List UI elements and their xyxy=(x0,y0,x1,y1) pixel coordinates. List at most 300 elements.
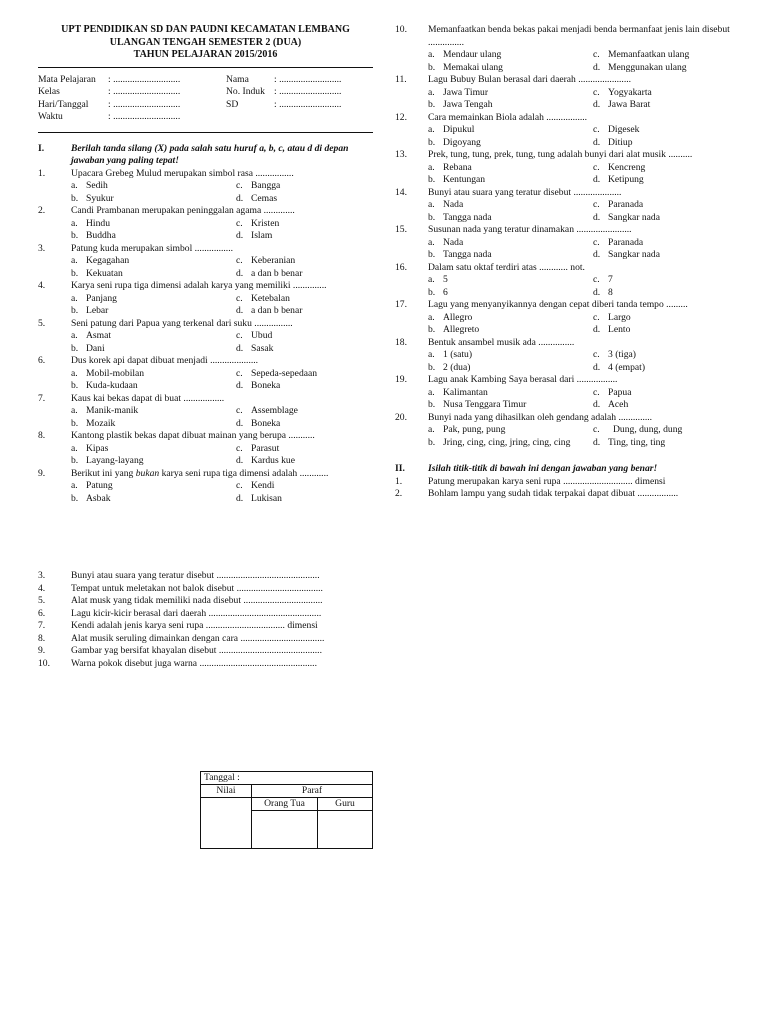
option-letter: b. xyxy=(428,249,436,260)
question-text: Memanfaatkan benda bekas pakai menjadi benda bermanfaat jenis lain disebut ............... xyxy=(428,24,730,48)
option-text: Manik-manik xyxy=(86,405,139,416)
option-c[interactable] xyxy=(236,218,373,231)
fill-question xyxy=(38,645,373,658)
option-letter: b. xyxy=(428,324,436,335)
fill-number: 2. xyxy=(395,488,403,499)
option-letter: c. xyxy=(236,330,243,341)
option-a[interactable] xyxy=(71,368,236,381)
option-text: Digesek xyxy=(608,124,640,135)
option-letter: a. xyxy=(428,311,435,323)
option-text: Kentungan xyxy=(443,174,486,185)
question-item xyxy=(395,337,733,375)
question-number: 20. xyxy=(395,411,407,423)
option-a[interactable] xyxy=(71,218,236,231)
fill-number: 5. xyxy=(38,595,46,606)
option-text: Ubud xyxy=(251,330,273,341)
option-c[interactable] xyxy=(236,368,373,381)
option-text: Tangga nada xyxy=(443,249,492,260)
option-a[interactable] xyxy=(428,49,593,62)
question-row xyxy=(395,24,733,49)
question-text: Dalam satu oktaf terdiri atas ............ not. xyxy=(428,261,585,273)
hari-field[interactable]: : ............................ xyxy=(108,98,181,110)
fill-question xyxy=(38,658,373,671)
option-c[interactable] xyxy=(593,349,733,362)
question-row xyxy=(395,374,733,387)
question-row xyxy=(395,412,733,425)
fill-text[interactable]: Lagu kicir-kicir berasal dari daerah ............................................... xyxy=(71,607,322,619)
option-letter: c. xyxy=(593,199,600,210)
option-a[interactable] xyxy=(428,124,593,137)
option-d[interactable] xyxy=(593,249,733,262)
option-letter: b. xyxy=(428,399,436,410)
option-b[interactable] xyxy=(71,343,236,356)
option-letter: a. xyxy=(428,274,435,285)
option-c[interactable] xyxy=(236,293,373,306)
option-text: Kegagahan xyxy=(86,255,130,266)
header-line-3: TAHUN PELAJARAN 2015/2016 xyxy=(133,49,278,60)
question-item xyxy=(38,205,373,243)
option-text: Dani xyxy=(86,342,105,354)
option-letter: a. xyxy=(428,161,435,173)
sd-label: SD xyxy=(226,98,239,110)
option-b[interactable] xyxy=(71,305,236,318)
option-d[interactable] xyxy=(593,362,733,375)
question-item xyxy=(38,468,373,506)
option-text: Lukisan xyxy=(251,492,282,504)
option-letter: b. xyxy=(428,61,436,73)
option-d[interactable] xyxy=(593,437,733,450)
ident-divider xyxy=(38,132,373,133)
option-b[interactable] xyxy=(428,362,593,375)
option-a[interactable] xyxy=(428,199,593,212)
option-letter: d. xyxy=(593,211,601,223)
option-letter: b. xyxy=(428,174,436,185)
question-item xyxy=(395,24,733,74)
option-b[interactable] xyxy=(71,493,236,506)
option-text: Sangkar nada xyxy=(608,249,660,260)
option-text: Keberanian xyxy=(251,255,296,266)
option-a[interactable] xyxy=(71,330,236,343)
option-letter: d. xyxy=(236,417,244,429)
option-letter: c. xyxy=(593,424,600,435)
nilai-header: Nilai xyxy=(201,785,252,797)
fill-text[interactable]: Tempat untuk meletakan not balok disebut .................................... xyxy=(71,582,323,594)
option-c[interactable] xyxy=(593,312,733,325)
option-letter: d. xyxy=(236,455,244,466)
option-b[interactable] xyxy=(428,437,593,450)
induk-field[interactable]: : .......................... xyxy=(274,86,342,97)
option-letter: b. xyxy=(428,211,436,223)
answer-options xyxy=(38,180,373,205)
question-row xyxy=(38,393,373,406)
answer-options xyxy=(395,312,733,337)
option-text: Nada xyxy=(443,199,464,210)
option-text: Rebana xyxy=(443,161,472,173)
option-c[interactable] xyxy=(236,405,373,418)
option-text: Jring, cing, cing, jring, cing, cing xyxy=(443,436,571,448)
question-number: 5. xyxy=(38,317,46,329)
orang-tua-column[interactable] xyxy=(252,798,318,848)
waktu-label: Waktu xyxy=(38,111,63,122)
question-text: Lagu Bubuy Bulan berasal dari daerah ...................... xyxy=(428,74,632,85)
option-d[interactable] xyxy=(236,418,373,431)
option-b[interactable] xyxy=(428,174,593,187)
option-text: Islam xyxy=(251,230,273,241)
option-d[interactable] xyxy=(593,99,733,112)
question-row xyxy=(38,243,373,256)
question-text: Lagu yang menyanyikannya dengan cepat diberi tanda tempo ......... xyxy=(428,299,688,310)
option-a[interactable] xyxy=(71,255,236,268)
answer-options xyxy=(395,274,733,299)
option-letter: b. xyxy=(71,342,79,354)
option-d[interactable] xyxy=(593,212,733,225)
question-text: Bentuk ansambel musik ada ............... xyxy=(428,336,575,348)
option-letter: a. xyxy=(428,236,435,248)
option-a[interactable] xyxy=(428,312,593,325)
answer-options xyxy=(395,387,733,412)
option-text: Memanfaatkan ulang xyxy=(608,49,690,60)
option-d[interactable] xyxy=(236,230,373,243)
option-letter: b. xyxy=(71,267,79,279)
option-a[interactable] xyxy=(428,237,593,250)
fill-text[interactable]: Patung merupakan karya seni rupa ............................. dimensi xyxy=(428,475,666,487)
question-item xyxy=(38,168,373,206)
section-2-instruction: Isilah titik-titik di bawah ini dengan jawaban yang benar! xyxy=(428,463,658,474)
option-a[interactable] xyxy=(71,405,236,418)
fill-text[interactable]: Alat musk yang tidak memiliki nada disebut ................................. xyxy=(71,595,323,606)
question-row xyxy=(38,355,373,368)
fill-text[interactable]: Warna pokok disebut juga warna ................................................. xyxy=(71,657,317,669)
questions-left xyxy=(38,168,373,506)
question-row xyxy=(38,205,373,218)
fill-text[interactable]: Gambar yag bersifat khayalan disebut ........................................... xyxy=(71,645,322,656)
option-c[interactable] xyxy=(236,480,373,493)
option-text: Kipas xyxy=(86,442,109,454)
answer-options xyxy=(38,480,373,505)
option-a[interactable] xyxy=(428,87,593,100)
answer-options xyxy=(395,237,733,262)
option-text: Largo xyxy=(608,311,631,323)
question-number: 16. xyxy=(395,261,407,273)
option-a[interactable] xyxy=(71,293,236,306)
option-letter: b. xyxy=(428,99,436,110)
option-c[interactable] xyxy=(593,49,733,62)
option-d[interactable] xyxy=(593,399,733,412)
question-item xyxy=(38,280,373,318)
option-c[interactable] xyxy=(236,330,373,343)
answer-options xyxy=(395,49,733,74)
fill-text[interactable]: Kendi adalah jenis karya seni rupa ................................. dimensi xyxy=(71,620,318,631)
option-d[interactable] xyxy=(236,193,373,206)
option-text: Buddha xyxy=(86,230,116,241)
option-b[interactable] xyxy=(71,268,236,281)
question-text: Upacara Grebeg Mulud merupakan simbol rasa ................ xyxy=(71,167,294,179)
fill-questions-right xyxy=(395,476,733,501)
fill-number: 1. xyxy=(395,475,403,487)
option-text: Aceh xyxy=(608,399,629,410)
question-row xyxy=(395,337,733,350)
nama-field[interactable]: : .......................... xyxy=(274,73,342,85)
option-d[interactable] xyxy=(236,455,373,468)
answer-options xyxy=(395,87,733,112)
option-c[interactable] xyxy=(593,162,733,175)
option-a[interactable] xyxy=(428,274,593,287)
option-letter: b. xyxy=(71,380,79,391)
option-text: Dipukul xyxy=(443,124,475,135)
fill-question xyxy=(38,620,373,633)
question-text: Cara memainkan Biola adalah ................. xyxy=(428,111,588,123)
question-number: 4. xyxy=(38,280,46,291)
fill-number: 10. xyxy=(38,657,50,669)
option-text: Mozaik xyxy=(86,417,116,429)
guru-column[interactable] xyxy=(318,798,372,848)
option-a[interactable] xyxy=(428,387,593,400)
question-number: 13. xyxy=(395,149,407,160)
option-letter: a. xyxy=(71,255,78,266)
option-text: Sedih xyxy=(86,180,108,191)
option-b[interactable] xyxy=(428,62,593,75)
option-d[interactable] xyxy=(236,268,373,281)
question-text: Kaus kai bekas dapat di buat ................. xyxy=(71,392,225,404)
kelas-field[interactable]: : ............................ xyxy=(108,86,181,97)
option-c[interactable] xyxy=(593,199,733,212)
option-letter: d. xyxy=(236,342,244,354)
answer-options xyxy=(38,330,373,355)
question-row xyxy=(38,168,373,181)
fill-text[interactable]: Alat musik seruling dimainkan dengan cara ................................... xyxy=(71,632,325,644)
question-row xyxy=(38,468,373,481)
option-letter: b. xyxy=(428,286,436,298)
fill-question xyxy=(395,476,733,489)
option-c[interactable] xyxy=(593,87,733,100)
question-number: 8. xyxy=(38,430,46,441)
option-text: Kendi xyxy=(251,480,275,491)
mapel-field[interactable]: : ............................ xyxy=(108,73,181,85)
option-c[interactable] xyxy=(593,274,733,287)
option-letter: b. xyxy=(428,436,436,448)
option-d[interactable] xyxy=(593,324,733,337)
option-text: Asbak xyxy=(86,492,111,504)
option-d[interactable] xyxy=(593,287,733,300)
option-b[interactable] xyxy=(428,212,593,225)
option-d[interactable] xyxy=(593,174,733,187)
question-text-pre: Berikut ini yang xyxy=(71,467,136,479)
option-text: Nusa Tenggara Timur xyxy=(443,399,527,410)
option-a[interactable] xyxy=(428,349,593,362)
option-letter: c. xyxy=(236,442,243,454)
option-c[interactable] xyxy=(593,387,733,400)
option-b[interactable] xyxy=(71,193,236,206)
option-text: Nada xyxy=(443,236,464,248)
option-text: Kalimantan xyxy=(443,386,488,398)
orang-tua-header: Orang Tua xyxy=(252,798,317,811)
option-text: Cemas xyxy=(251,192,278,204)
option-d[interactable] xyxy=(593,62,733,75)
fill-text[interactable]: Bunyi atau suara yang teratur disebut ........................................... xyxy=(71,570,320,581)
question-row xyxy=(395,187,733,200)
option-text: Boneka xyxy=(251,417,281,429)
option-d[interactable] xyxy=(236,493,373,506)
questions-right xyxy=(395,24,733,449)
question-text xyxy=(71,468,373,481)
section-1-heading xyxy=(38,143,373,168)
left-column xyxy=(38,24,373,505)
option-letter: d. xyxy=(593,61,601,73)
option-text: Boneka xyxy=(251,380,281,391)
question-item xyxy=(395,149,733,187)
option-letter: a. xyxy=(428,424,435,435)
tanggal-cell[interactable]: Tanggal : xyxy=(201,772,372,785)
option-letter: c. xyxy=(593,274,600,285)
option-text: Panjang xyxy=(86,292,117,304)
option-text: 8 xyxy=(608,286,613,298)
guru-header: Guru xyxy=(318,798,372,811)
fill-question xyxy=(38,595,373,608)
option-letter: c. xyxy=(593,86,600,98)
header-line-2: ULANGAN TENGAH SEMESTER 2 (DUA) xyxy=(109,36,302,48)
option-text: Kencreng xyxy=(608,161,646,173)
option-letter: c. xyxy=(593,49,600,60)
option-a[interactable] xyxy=(71,480,236,493)
fill-number: 9. xyxy=(38,645,46,656)
option-text: Ketebalan xyxy=(251,292,290,304)
option-letter: c. xyxy=(593,349,600,360)
option-d[interactable] xyxy=(236,305,373,318)
option-text: Ting, ting, ting xyxy=(608,436,666,448)
option-text: 2 (dua) xyxy=(443,361,471,373)
option-letter: c. xyxy=(236,180,243,191)
option-c[interactable] xyxy=(236,180,373,193)
waktu-field[interactable]: : ............................ xyxy=(108,111,181,122)
option-b[interactable] xyxy=(71,418,236,431)
option-c[interactable] xyxy=(593,124,733,137)
option-letter: a. xyxy=(71,480,78,491)
option-text: Mobil-mobilan xyxy=(86,367,145,379)
option-letter: a. xyxy=(428,49,435,60)
sd-field[interactable]: : .......................... xyxy=(274,98,342,110)
question-number: 17. xyxy=(395,299,407,310)
option-c[interactable] xyxy=(593,424,733,437)
question-text: Kantong plastik bekas dapat dibuat mainan yang berupa ........... xyxy=(71,430,315,441)
answer-options xyxy=(38,255,373,280)
question-number: 12. xyxy=(395,111,407,123)
option-text: Mendaur ulang xyxy=(443,49,502,60)
option-a[interactable] xyxy=(71,443,236,456)
option-letter: d. xyxy=(593,361,601,373)
option-text: Digoyang xyxy=(443,136,481,148)
option-text: Papua xyxy=(608,386,632,398)
option-b[interactable] xyxy=(428,99,593,112)
option-a[interactable] xyxy=(428,424,593,437)
question-text: Dus korek api dapat dibuat menjadi .................... xyxy=(71,355,259,366)
signature-table xyxy=(200,771,373,849)
option-b[interactable] xyxy=(71,230,236,243)
option-letter: a. xyxy=(428,86,435,98)
option-b[interactable] xyxy=(71,455,236,468)
fill-number: 7. xyxy=(38,620,46,631)
option-c[interactable] xyxy=(236,255,373,268)
fill-text[interactable]: Bohlam lampu yang sudah tidak terpakai dapat dibuat ................. xyxy=(428,488,679,499)
option-d[interactable] xyxy=(593,137,733,150)
paraf-header: Paraf xyxy=(301,785,323,796)
option-text: Syukur xyxy=(86,192,114,204)
document-header xyxy=(38,24,373,62)
option-a[interactable] xyxy=(71,180,236,193)
option-letter: a. xyxy=(71,217,78,229)
hari-label: Hari/Tanggal xyxy=(38,98,89,110)
question-row xyxy=(395,224,733,237)
question-item xyxy=(395,374,733,412)
option-b[interactable] xyxy=(428,287,593,300)
option-letter: c. xyxy=(236,367,243,379)
option-c[interactable] xyxy=(593,237,733,250)
fill-question xyxy=(38,633,373,646)
question-text: Patung kuda merupakan simbol ................ xyxy=(71,242,234,254)
mapel-label: Mata Pelajaran xyxy=(38,73,96,85)
question-number: 14. xyxy=(395,186,407,198)
option-text: Ketipung xyxy=(608,174,644,185)
option-letter: a. xyxy=(428,386,435,398)
question-text: Lagu anak Kambing Saya berasal dari ................. xyxy=(428,374,618,385)
option-text: Kuda-kudaan xyxy=(86,380,138,391)
option-letter: b. xyxy=(428,136,436,148)
option-c[interactable] xyxy=(236,443,373,456)
question-number: 18. xyxy=(395,336,407,348)
answer-options xyxy=(395,199,733,224)
option-letter: d. xyxy=(593,249,601,260)
option-letter: d. xyxy=(236,192,244,204)
section-2-heading xyxy=(395,463,733,476)
option-text: Pak, pung, pung xyxy=(443,424,506,435)
option-letter: a. xyxy=(71,442,78,454)
option-text: Allegreto xyxy=(443,324,480,335)
option-letter: d. xyxy=(236,305,244,316)
answer-options xyxy=(395,162,733,187)
option-letter: c. xyxy=(236,405,243,416)
option-letter: b. xyxy=(71,492,79,504)
answer-options xyxy=(38,405,373,430)
fill-question xyxy=(38,583,373,596)
option-text: Assemblage xyxy=(251,405,298,416)
option-letter: c. xyxy=(593,386,600,398)
option-a[interactable] xyxy=(428,162,593,175)
option-b[interactable] xyxy=(428,137,593,150)
question-item xyxy=(38,393,373,431)
question-text: Prek, tung, tung, prek, tung, tung adalah bunyi dari alat musik .......... xyxy=(428,149,693,160)
option-letter: b. xyxy=(71,305,79,316)
option-text: Sepeda-sepedaan xyxy=(251,367,318,379)
question-text: Seni patung dari Papua yang terkenal dari suku ................ xyxy=(71,317,293,329)
option-d[interactable] xyxy=(236,343,373,356)
option-b[interactable] xyxy=(428,249,593,262)
option-letter: d. xyxy=(236,267,244,279)
option-b[interactable] xyxy=(71,380,236,393)
option-b[interactable] xyxy=(428,324,593,337)
question-item xyxy=(38,430,373,468)
option-letter: b. xyxy=(428,361,436,373)
option-letter: a. xyxy=(71,330,78,341)
option-text: Layang-layang xyxy=(86,455,144,466)
fill-number: 6. xyxy=(38,607,46,619)
option-text: Menggunakan ulang xyxy=(608,61,687,73)
nilai-cell[interactable] xyxy=(201,798,252,848)
option-b[interactable] xyxy=(428,399,593,412)
option-text: 4 (empat) xyxy=(608,361,646,373)
option-letter: c. xyxy=(236,255,243,266)
option-d[interactable] xyxy=(236,380,373,393)
question-number: 10. xyxy=(395,24,407,35)
question-item xyxy=(38,318,373,356)
